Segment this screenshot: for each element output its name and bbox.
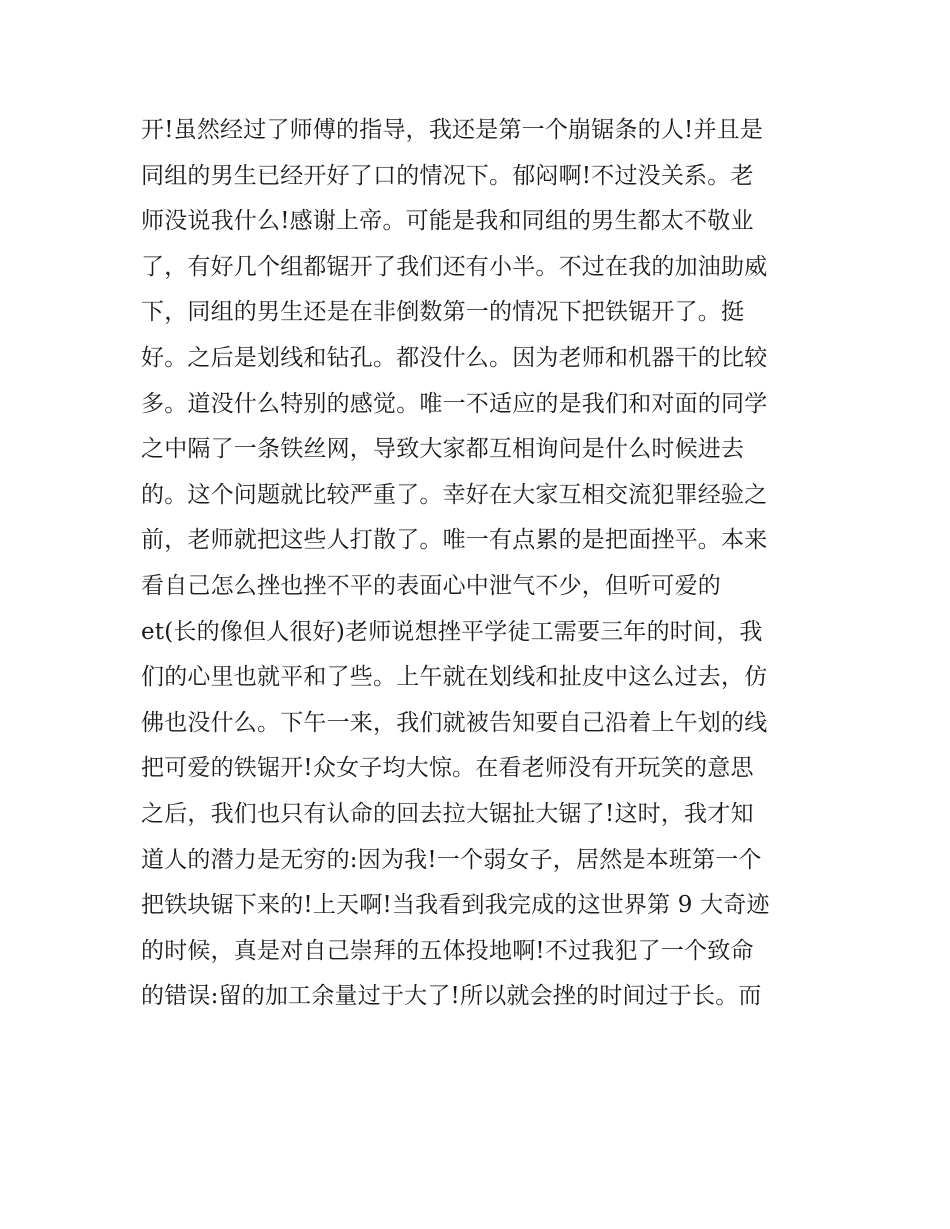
text-line: 前，老师就把这些人打散了。唯一有点累的是把面挫平。本来 — [141, 527, 768, 554]
text-line: 之中隔了一条铁丝网，导致大家都互相询问是什么时候进去 — [141, 436, 745, 463]
text-line: 的错误:留的加工余量过于大了!所以就会挫的时间过于长。而 — [141, 983, 762, 1010]
text-line: 看自己怎么挫也挫不平的表面心中泄气不少，但听可爱的 — [141, 572, 721, 599]
text-line: 把铁块锯下来的!上天啊!当我看到我完成的这世界第 9 大奇迹 — [141, 892, 770, 919]
text-line: 的时候，真是对自己崇拜的五体投地啊!不过我犯了一个致命 — [141, 937, 754, 964]
text-line: 开!虽然经过了师傅的指导，我还是第一个崩锯条的人!并且是 — [141, 117, 764, 143]
text-line: 们的心里也就平和了些。上午就在划线和扯皮中这么过去，仿 — [141, 664, 768, 691]
text-line: 师没说我什么!感谢上帝。可能是我和同组的男生都太不敬业 — [141, 208, 754, 235]
text-line: et(长的像但人很好)老师说想挫平学徒工需要三年的时间，我 — [141, 618, 763, 645]
text-line: 好。之后是划线和钻孔。都没什么。因为老师和机器干的比较 — [141, 344, 768, 371]
text-line: 道人的潜力是无穷的:因为我!一个弱女子，居然是本班第一个 — [141, 846, 762, 873]
text-line: 之后，我们也只有认命的回去拉大锯扯大锯了!这时，我才知 — [141, 800, 754, 827]
text-line: 的。这个问题就比较严重了。幸好在大家互相交流犯罪经验之 — [141, 481, 768, 508]
text-line: 了，有好几个组都锯开了我们还有小半。不过在我的加油助威 — [141, 253, 768, 280]
text-line: 同组的男生已经开好了口的情况下。郁闷啊!不过没关系。老 — [141, 162, 754, 189]
text-line: 佛也没什么。下午一来，我们就被告知要自己沿着上午划的线 — [141, 709, 768, 736]
body-text — [141, 108, 821, 1020]
text-line: 下，同组的男生还是在非倒数第一的情况下把铁锯开了。挺 — [141, 299, 745, 326]
text-line: 多。道没什么特别的感觉。唯一不适应的是我们和对面的同学 — [141, 390, 768, 417]
text-line: 把可爱的铁锯开!众女子均大惊。在看老师没有开玩笑的意思 — [141, 755, 754, 782]
